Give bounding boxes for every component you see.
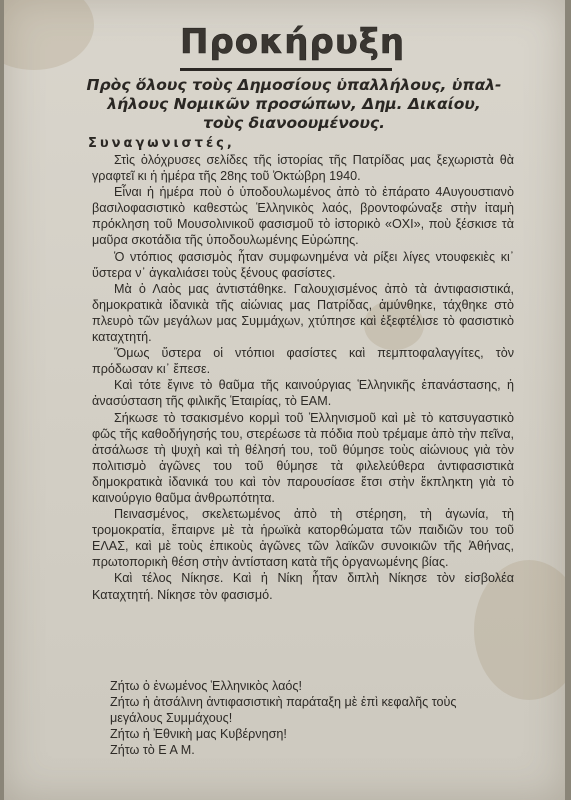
- paragraph: Σήκωσε τὸ τσακισμένο κορμὶ τοῦ Ἑλληνισμοῦ καὶ μὲ τὸ κατσυγαστικὸ φῶς τῆς καθοδήγησής του, στερέωσε τὰ πόδια ποὺ τρέμαμε ἀπὸ τὴν πεῖνα, ἀτσάλωσε τὴ ψυχὴ καὶ τὴ θέλησή του, τοῦ θύμησε τοὺς αἰώνιους γιὰ τὸν πολιτισμὸ ἀγῶνες του τοῦ θύμησε τὰ φιλελεύθερα ἀντιφασιστικὰ δημοκρατικὰ ἰδανικά του καὶ τὸν παρουσίασε ἔτσι στὴν ἔκπληκτη γιὰ τὸ καινούργιο θαῦμα ἀνθρωπότητα.: [92, 410, 514, 505]
- salutation: Συναγωνιστές,: [88, 136, 235, 151]
- paragraph: Εἶναι ἡ ἡμέρα ποὺ ὁ ὑποδουλωμένος ἀπὸ τὸ ἐπάρατο 4Αυγουστιανὸ βασιλοφασιστικὸ καθεστὼς Ἑλληνικὸς λαός, βροντοφώναξε στὴν ἰταμὴ πρόκληση τοῦ Μουσολινικοῦ φασισμοῦ τὸ ἱστορικὸ «ΟΧΙ», ποὺ ξέσκισε τὰ μαῦρα σκοτάδια τῆς ὑποδουλωμένης Εὐρώπης.: [92, 185, 514, 248]
- paragraph: Πεινασμένος, σκελετωμένος ἀπὸ τὴ στέρηση, τὴ ἀγωνία, τὴ τρομοκρατία, ἔπαιρνε μὲ τὰ ἡρωϊκὰ κατορθώματα τῶν παιδιῶν του τοῦ ΕΛΑΣ, καὶ μὲ τοὺς ἐπικοὺς ἀγῶνες τῶν λαϊκῶν συνοικιῶν τῆς Ἀθήνας, πρωτοπορικὴ θέση στὴν ἀντίσταση κατὰ τῆς ὀργανωμένης βίας.: [92, 507, 514, 570]
- slogan-line: Ζήτω ἡ Ἐθνικὴ μας Κυβέρνηση!: [110, 727, 287, 742]
- document-body: [92, 152, 514, 603]
- subtitle-line: Πρὸς ὅλους τοὺς Δημοσίους ὑπαλλήλους, ὑπαλ-: [86, 76, 502, 94]
- subtitle-line: λήλους Νομικῶν προσώπων, Δημ. Δικαίου,: [107, 95, 481, 113]
- paragraph: Μὰ ὁ Λαὸς μας ἀντιστάθηκε. Γαλουχισμένος ἀπὸ τὰ ἀντιφασιστικά, δημοκρατικὰ ἰδανικὰ τῆς αἰώνιας μας Πατρίδας, ἀμύνθηκε, τάχθηκε στὸ πλευρὸ τῶν μεγάλων μας Συμμάχων, χτύπησε καὶ ἐξεφτέλισε τὸ φασιστικὸ καταχτητή.: [92, 281, 514, 345]
- slogan-line: Ζήτω ὁ ἑνωμένος Ἑλληνικὸς λαός!: [110, 679, 302, 693]
- paragraph: Ὁ ντόπιος φασισμὸς ἦταν συμφωνημένα νὰ ρίξει λίγες ντουφεκιὲς κι᾽ ὕστερα ν᾽ ἀγκαλιάσει τοὺς ξένους φασίστες.: [92, 249, 514, 280]
- slogan-line: Ζήτω τὸ Ε Α Μ.: [110, 743, 195, 758]
- paragraph: Ὅμως ὕστερα οἱ ντόπιοι φασίστες καὶ πεμπτοφαλαγγίτες, τὸν πρόδωσαν κι᾽ ἔπεσε.: [92, 346, 514, 377]
- closing-slogans: [110, 678, 490, 758]
- slogan-line: Ζήτω ἡ ἀτσάλινη ἀντιφασιστικὴ παράταξη μὲ ἐπὶ κεφαλῆς τοὺς μεγάλους Συμμάχους!: [110, 695, 457, 726]
- document-sheet: [4, 0, 565, 800]
- subtitle-line: τοὺς διανοουμένους.: [202, 114, 386, 132]
- document-title: Προκήρυξη: [180, 22, 406, 62]
- paragraph: Καὶ τότε ἔγινε τὸ θαῦμα τῆς καινούργιας Ἑλληνικῆς ἐπανάστασης, ἡ ἀνασύσταση τῆς φιλικῆς Ἑταιρίας, τὸ ΕΑΜ.: [92, 378, 514, 409]
- paragraph: Καὶ τέλος Νίκησε. Καὶ ἡ Νίκη ἦταν διπλὴ Νίκησε τὸν εἰσβολέα Καταχτητή. Νίκησε τὸν φασισμό.: [92, 571, 514, 602]
- document-subtitle: [74, 76, 514, 133]
- paragraph: Στὶς ὁλόχρυσες σελίδες τῆς ἱστορίας τῆς Πατρίδας μας ξεχωριστὰ θὰ γραφτεῖ κι ἡ ἡμέρα τῆς 28ης τοῦ Ὀκτώβρη 1940.: [92, 153, 514, 184]
- paper-stain: [4, 0, 94, 70]
